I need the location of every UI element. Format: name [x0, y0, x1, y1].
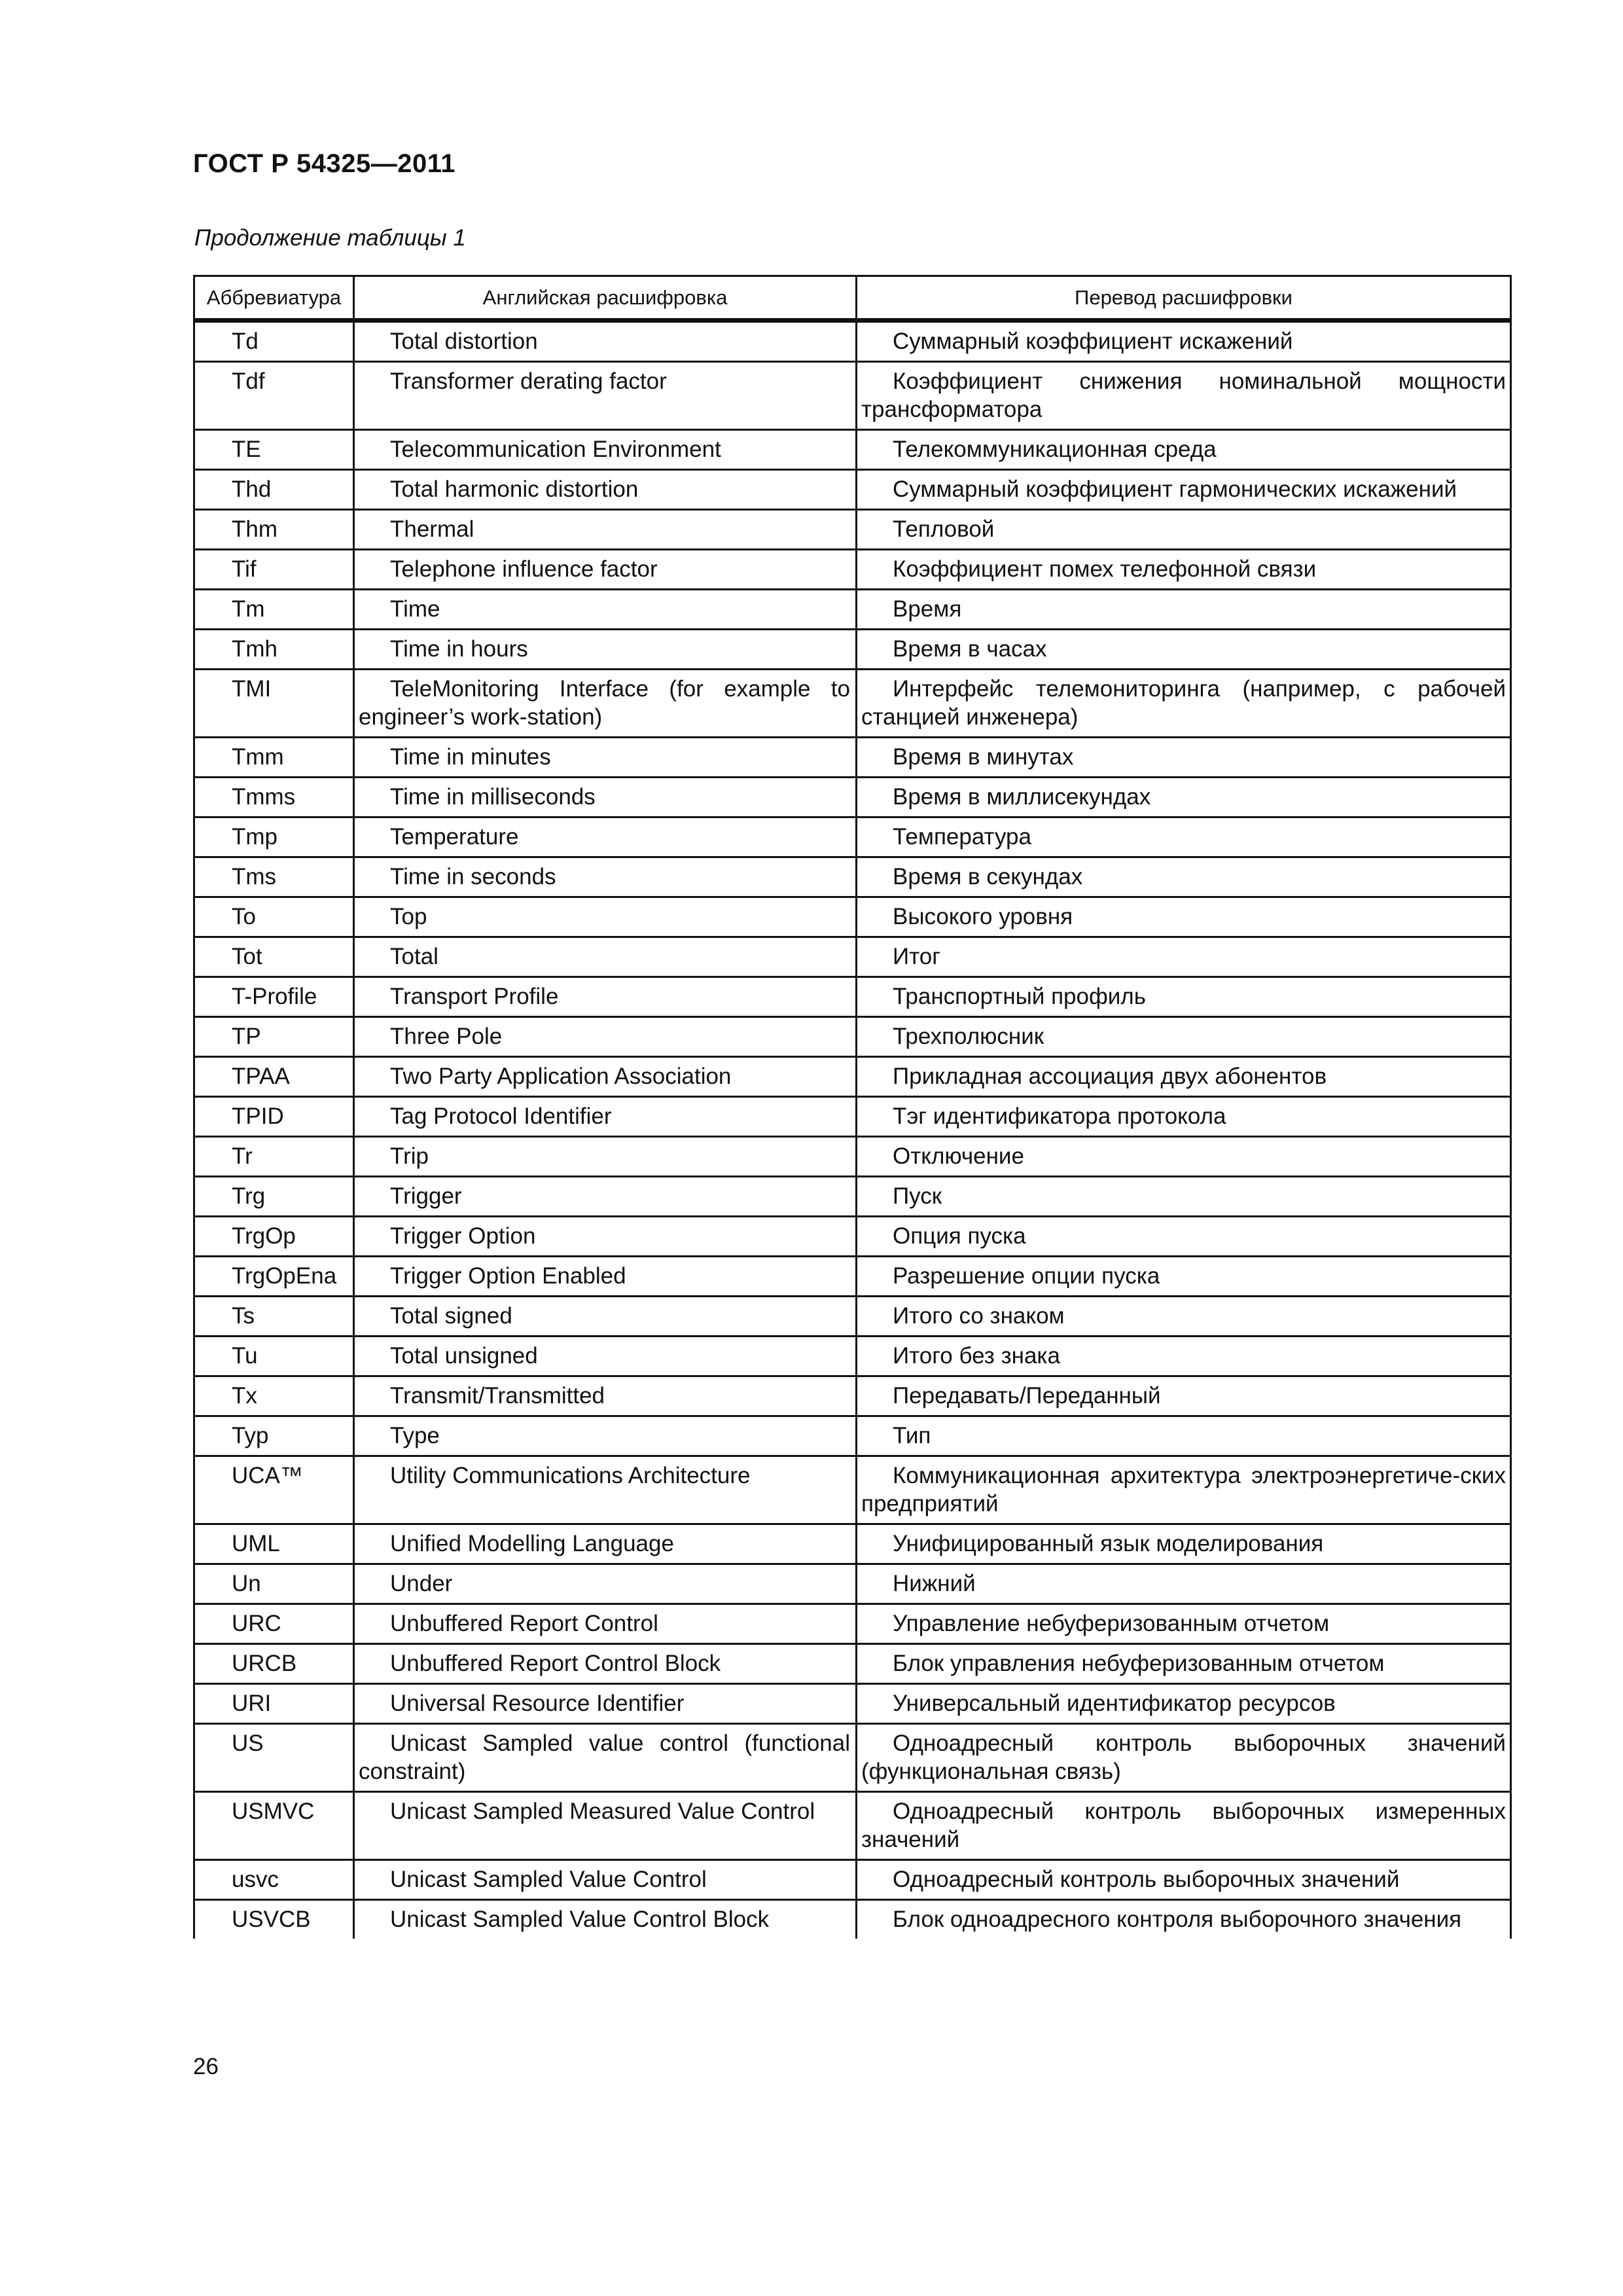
table-row [194, 1724, 1511, 1792]
abbreviation-cell: Tmp [194, 817, 354, 857]
abbreviation-cell: Typ [194, 1416, 354, 1456]
english-expansion-cell: Two Party Application Association [354, 1057, 857, 1097]
english-expansion-cell: Three Pole [354, 1017, 857, 1057]
abbreviation-cell: Td [194, 321, 354, 362]
table-row [194, 1604, 1511, 1644]
table-row [194, 897, 1511, 937]
abbreviation-cell: Tmms [194, 778, 354, 817]
abbreviation-cell: usvc [194, 1860, 354, 1900]
table-body [194, 321, 1511, 1939]
russian-translation-cell: Одноадресный контроль выборочных значений [857, 1860, 1511, 1900]
russian-translation-cell: Управление небуферизованным отчетом [857, 1604, 1511, 1644]
table-row [194, 937, 1511, 977]
abbreviation-cell: To [194, 897, 354, 937]
english-expansion-cell: Time in milliseconds [354, 778, 857, 817]
english-expansion-cell: Thermal [354, 510, 857, 550]
table-row [194, 1376, 1511, 1416]
russian-translation-cell: Время [857, 590, 1511, 630]
table-row [194, 977, 1511, 1017]
english-expansion-cell: Universal Resource Identifier [354, 1684, 857, 1724]
english-expansion-cell: Unicast Sampled Value Control [354, 1860, 857, 1900]
abbreviation-cell: TrgOpEna [194, 1257, 354, 1297]
abbreviation-cell: URC [194, 1604, 354, 1644]
table-row [194, 590, 1511, 630]
english-expansion-cell: Total distortion [354, 321, 857, 362]
abbreviation-cell: Trg [194, 1177, 354, 1217]
abbreviation-cell: Thm [194, 510, 354, 550]
column-header-abbreviation: Аббревиатура [194, 276, 354, 321]
abbreviation-cell: UML [194, 1524, 354, 1564]
russian-translation-cell: Время в минутах [857, 738, 1511, 778]
table-header-row [194, 276, 1511, 321]
table-row [194, 1860, 1511, 1900]
russian-translation-cell: Отключение [857, 1137, 1511, 1177]
russian-translation-cell: Транспортный профиль [857, 977, 1511, 1017]
abbreviation-cell: USMVC [194, 1792, 354, 1860]
russian-translation-cell: Прикладная ассоциация двух абонентов [857, 1057, 1511, 1097]
russian-translation-cell: Универсальный идентификатор ресурсов [857, 1684, 1511, 1724]
table-row [194, 470, 1511, 510]
table-row [194, 362, 1511, 430]
abbreviation-cell: T-Profile [194, 977, 354, 1017]
abbreviation-cell: Tu [194, 1336, 354, 1376]
abbreviation-cell: URCB [194, 1644, 354, 1684]
russian-translation-cell: Коммуникационная архитектура электроэнергетиче-ских предприятий [857, 1456, 1511, 1524]
abbreviation-cell: Tms [194, 857, 354, 897]
english-expansion-cell: Unicast Sampled value control (functional constraint) [354, 1724, 857, 1792]
table-row [194, 630, 1511, 670]
table-row [194, 321, 1511, 362]
russian-translation-cell: Коэффициент снижения номинальной мощности трансформатора [857, 362, 1511, 430]
russian-translation-cell: Высокого уровня [857, 897, 1511, 937]
russian-translation-cell: Тип [857, 1416, 1511, 1456]
english-expansion-cell: Trigger [354, 1177, 857, 1217]
english-expansion-cell: Temperature [354, 817, 857, 857]
table-row [194, 1097, 1511, 1137]
table-row [194, 1524, 1511, 1564]
abbreviation-cell: TMI [194, 670, 354, 738]
english-expansion-cell: Unbuffered Report Control Block [354, 1644, 857, 1684]
russian-translation-cell: Суммарный коэффициент гармонических искажений [857, 470, 1511, 510]
abbreviation-cell: Tmh [194, 630, 354, 670]
english-expansion-cell: Telephone influence factor [354, 550, 857, 590]
abbreviation-cell: Thd [194, 470, 354, 510]
russian-translation-cell: Пуск [857, 1177, 1511, 1217]
english-expansion-cell: TeleMonitoring Interface (for example to engineer’s work-station) [354, 670, 857, 738]
abbreviation-cell: TPID [194, 1097, 354, 1137]
english-expansion-cell: Tag Protocol Identifier [354, 1097, 857, 1137]
abbreviation-cell: Ts [194, 1297, 354, 1336]
russian-translation-cell: Итог [857, 937, 1511, 977]
document-title: ГОСТ Р 54325—2011 [193, 149, 455, 178]
abbreviation-cell: Un [194, 1564, 354, 1604]
russian-translation-cell: Телекоммуникационная среда [857, 430, 1511, 470]
russian-translation-cell: Итого со знаком [857, 1297, 1511, 1336]
russian-translation-cell: Передавать/Переданный [857, 1376, 1511, 1416]
abbreviations-table [193, 275, 1512, 1939]
english-expansion-cell: Time in minutes [354, 738, 857, 778]
abbreviation-cell: TP [194, 1017, 354, 1057]
abbreviation-cell: Tm [194, 590, 354, 630]
table-row [194, 778, 1511, 817]
english-expansion-cell: Trigger Option [354, 1217, 857, 1257]
column-header-translation: Перевод расшифровки [857, 276, 1511, 321]
abbreviation-cell: USVCB [194, 1900, 354, 1939]
abbreviation-cell: US [194, 1724, 354, 1792]
russian-translation-cell: Разрешение опции пуска [857, 1257, 1511, 1297]
table-row [194, 1297, 1511, 1336]
english-expansion-cell: Total unsigned [354, 1336, 857, 1376]
russian-translation-cell: Время в часах [857, 630, 1511, 670]
russian-translation-cell: Блок управления небуферизованным отчетом [857, 1644, 1511, 1684]
table-row [194, 1057, 1511, 1097]
abbreviation-cell: Tot [194, 937, 354, 977]
english-expansion-cell: Time [354, 590, 857, 630]
table-row [194, 1564, 1511, 1604]
table-row [194, 1177, 1511, 1217]
english-expansion-cell: Top [354, 897, 857, 937]
english-expansion-cell: Total [354, 937, 857, 977]
english-expansion-cell: Unicast Sampled Value Control Block [354, 1900, 857, 1939]
english-expansion-cell: Transport Profile [354, 977, 857, 1017]
russian-translation-cell: Итого без знака [857, 1336, 1511, 1376]
english-expansion-cell: Trigger Option Enabled [354, 1257, 857, 1297]
table-row [194, 1684, 1511, 1724]
table-row [194, 1792, 1511, 1860]
abbreviation-cell: TE [194, 430, 354, 470]
russian-translation-cell: Унифицированный язык моделирования [857, 1524, 1511, 1564]
table-header [194, 276, 1511, 321]
table-row [194, 1416, 1511, 1456]
english-expansion-cell: Unified Modelling Language [354, 1524, 857, 1564]
english-expansion-cell: Unicast Sampled Measured Value Control [354, 1792, 857, 1860]
table-row [194, 1336, 1511, 1376]
table-row [194, 1017, 1511, 1057]
abbreviation-cell: TrgOp [194, 1217, 354, 1257]
english-expansion-cell: Total signed [354, 1297, 857, 1336]
russian-translation-cell: Суммарный коэффициент искажений [857, 321, 1511, 362]
russian-translation-cell: Коэффициент помех телефонной связи [857, 550, 1511, 590]
abbreviation-cell: Tr [194, 1137, 354, 1177]
english-expansion-cell: Transmit/Transmitted [354, 1376, 857, 1416]
english-expansion-cell: Utility Communications Architecture [354, 1456, 857, 1524]
abbreviation-cell: URI [194, 1684, 354, 1724]
russian-translation-cell: Время в миллисекундах [857, 778, 1511, 817]
table-row [194, 857, 1511, 897]
abbreviation-cell: UCA™ [194, 1456, 354, 1524]
table-continuation-caption: Продолжение таблицы 1 [194, 225, 466, 251]
russian-translation-cell: Блок одноадресного контроля выборочного значения [857, 1900, 1511, 1939]
russian-translation-cell: Опция пуска [857, 1217, 1511, 1257]
english-expansion-cell: Type [354, 1416, 857, 1456]
russian-translation-cell: Температура [857, 817, 1511, 857]
abbreviation-cell: TPAA [194, 1057, 354, 1097]
abbreviation-cell: Tif [194, 550, 354, 590]
english-expansion-cell: Time in seconds [354, 857, 857, 897]
russian-translation-cell: Одноадресный контроль выборочных значений (функциональная связь) [857, 1724, 1511, 1792]
table-row [194, 1217, 1511, 1257]
english-expansion-cell: Trip [354, 1137, 857, 1177]
table-row [194, 510, 1511, 550]
table-row [194, 430, 1511, 470]
english-expansion-cell: Telecommunication Environment [354, 430, 857, 470]
table-row [194, 1644, 1511, 1684]
table-row [194, 1900, 1511, 1939]
abbreviation-cell: Tdf [194, 362, 354, 430]
russian-translation-cell: Трехполюсник [857, 1017, 1511, 1057]
russian-translation-cell: Тэг идентификатора протокола [857, 1097, 1511, 1137]
english-expansion-cell: Under [354, 1564, 857, 1604]
russian-translation-cell: Тепловой [857, 510, 1511, 550]
table-row [194, 1456, 1511, 1524]
table-row [194, 1257, 1511, 1297]
abbreviation-cell: Tmm [194, 738, 354, 778]
russian-translation-cell: Интерфейс телемониторинга (например, с рабочей станцией инженера) [857, 670, 1511, 738]
russian-translation-cell: Одноадресный контроль выборочных измеренных значений [857, 1792, 1511, 1860]
abbreviation-cell: Tx [194, 1376, 354, 1416]
english-expansion-cell: Time in hours [354, 630, 857, 670]
english-expansion-cell: Transformer derating factor [354, 362, 857, 430]
english-expansion-cell: Total harmonic distortion [354, 470, 857, 510]
page-number: 26 [193, 2054, 219, 2079]
table-row [194, 550, 1511, 590]
russian-translation-cell: Нижний [857, 1564, 1511, 1604]
russian-translation-cell: Время в секундах [857, 857, 1511, 897]
table-row [194, 1137, 1511, 1177]
column-header-english: Английская расшифровка [354, 276, 857, 321]
table-row [194, 670, 1511, 738]
table-row [194, 738, 1511, 778]
table-row [194, 817, 1511, 857]
english-expansion-cell: Unbuffered Report Control [354, 1604, 857, 1644]
